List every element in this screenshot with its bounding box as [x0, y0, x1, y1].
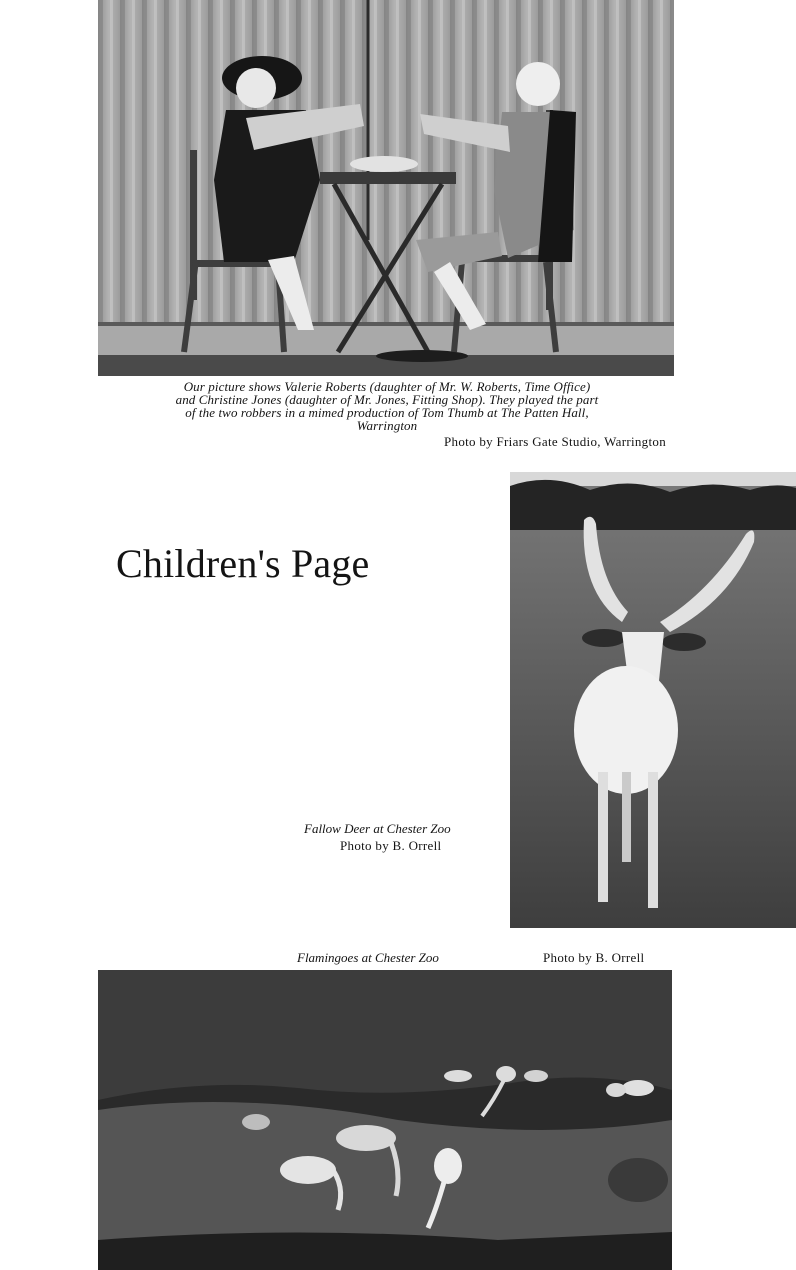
- deer-caption-title: Fallow Deer at Chester Zoo: [304, 821, 451, 836]
- caption-line: and Christine Jones (daughter of Mr. Jones, Fitting Shop). They played the part: [175, 392, 599, 407]
- stage-photo-graphic: [98, 0, 674, 376]
- flamingo-caption: Flamingoes at Chester Zoo: [297, 950, 439, 965]
- deer-caption: [300, 820, 496, 854]
- page-title: Children's Page: [116, 541, 370, 586]
- deer-photo-graphic: [510, 472, 796, 928]
- photo-flamingoes: [98, 970, 672, 1270]
- caption-line: of the two robbers in a mimed production of Tom Thumb at The Patten Hall,: [185, 405, 589, 420]
- robbers-caption: [100, 380, 674, 432]
- photo-stage-robbers: [98, 0, 674, 376]
- deer-photo-credit: Photo by B. Orrell: [340, 838, 442, 853]
- caption-line: Warrington: [356, 418, 418, 433]
- flamingo-photo-credit: Photo by B. Orrell: [543, 950, 645, 965]
- robbers-photo-credit: Photo by Friars Gate Studio, Warrington: [443, 434, 666, 449]
- photo-fallow-deer: [510, 472, 796, 928]
- caption-line: Our picture shows Valerie Roberts (daughter of Mr. W. Roberts, Time Office): [183, 379, 591, 394]
- flamingo-photo-graphic: [98, 970, 672, 1270]
